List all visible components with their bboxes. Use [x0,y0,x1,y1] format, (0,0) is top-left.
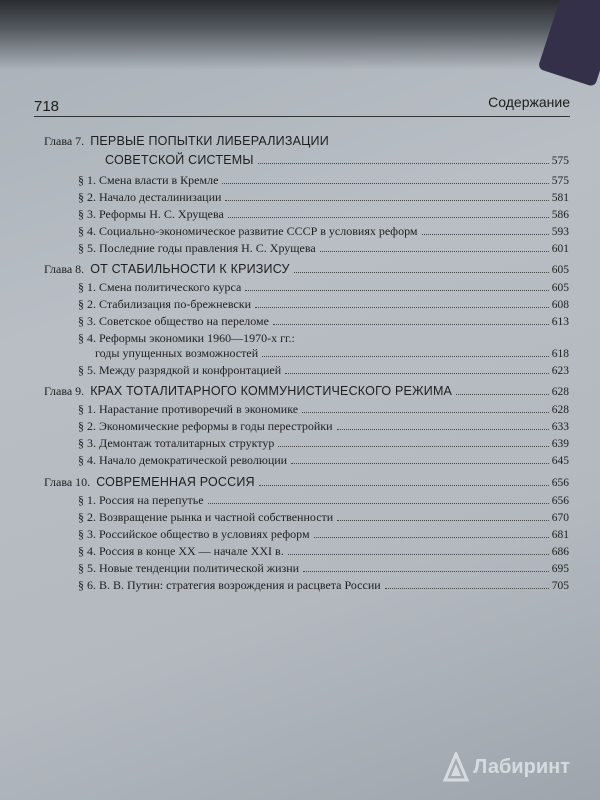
section-title-continued: годы упущенных возможностей [95,346,259,360]
section-page: 601 [551,243,569,255]
chapter-label: Глава 10. [44,475,91,489]
running-head: Содержание [488,94,570,110]
page-number: 718 [34,98,60,115]
section-page: 613 [551,316,569,328]
page-edge-shadow [0,0,600,70]
dot-leader [258,162,549,164]
toc-section [78,363,569,378]
dot-leader [294,271,549,273]
labirint-logo-icon [443,752,469,782]
toc-section [78,173,569,188]
chapter-title: СОВРЕМЕННАЯ РОССИЯ [96,475,255,489]
toc-chapter-8 [44,262,569,277]
dot-leader [320,250,549,252]
section-title: § 2. Стабилизация по-брежневски [78,297,251,311]
dot-leader [259,484,549,486]
section-title: § 4. Россия в конце XX — начале XXI в. [78,544,284,558]
dot-leader [273,323,549,325]
chapter-label: Глава 9. [44,384,85,398]
section-title: § 4. Социально-экономическое развитие СССР в условиях реформ [78,224,418,238]
toc-section [78,297,569,312]
toc-section [78,207,569,222]
dot-leader [314,536,549,538]
section-title: § 4. Реформы экономики 1960—1970-х гг.: [78,331,295,345]
section-title: § 5. Последние годы правления Н. С. Хрущева [78,241,316,255]
section-page: 623 [551,365,569,377]
toc-section [78,402,569,417]
toc-section [78,493,569,508]
dot-leader [337,428,549,430]
toc-chapter-7 [44,134,569,149]
toc-section [78,436,569,451]
chapter-page: 628 [551,386,569,398]
section-title: § 6. В. В. Путин: стратегия возрождения и расцвета России [78,578,381,592]
chapter-label: Глава 7. [44,134,85,148]
dot-leader [422,233,549,235]
dot-leader [225,199,548,201]
watermark-text: Лабиринт [473,755,570,778]
section-page: 670 [551,512,569,524]
section-title: § 1. Нарастание противоречий в экономике [78,402,299,416]
dot-leader [337,519,549,521]
dot-leader [278,445,548,447]
toc-chapter-7-line2 [105,153,569,167]
section-title: § 3. Советское общество на переломе [78,314,269,328]
dot-leader [255,306,549,308]
section-page: 686 [551,546,569,558]
section-page: 645 [551,455,569,467]
section-title: § 1. Смена власти в Кремле [78,173,219,187]
section-page: 608 [551,299,569,311]
chapter-title: ПЕРВЫЕ ПОПЫТКИ ЛИБЕРАЛИЗАЦИИ [90,134,329,148]
section-page: 586 [551,209,569,221]
toc-section [78,190,569,205]
toc-section [78,544,569,559]
dot-leader [303,570,549,572]
section-page: 575 [551,175,569,187]
dot-leader [288,553,549,555]
toc-section [78,561,569,576]
dot-leader [385,587,549,589]
section-title: § 2. Начало десталинизации [78,190,222,204]
dot-leader [222,182,548,184]
toc-section [78,241,569,256]
dot-leader [262,355,549,357]
section-page: 633 [551,421,569,433]
toc-section [95,346,569,361]
dot-leader [291,462,549,464]
toc-chapter-9 [44,384,569,399]
section-title: § 3. Демонтаж тоталитарных структур [78,436,275,450]
section-page: 695 [551,563,569,575]
dot-leader [456,393,549,395]
toc-section [78,453,569,468]
section-page: 581 [551,192,569,204]
section-page: 605 [551,282,569,294]
toc-section [78,314,569,329]
section-page: 593 [551,226,569,238]
dot-leader [245,289,548,291]
section-page: 618 [551,348,569,360]
header-rule [34,116,570,117]
chapter-page: 575 [551,155,569,167]
toc-section [78,578,569,593]
chapter-title: КРАХ ТОТАЛИТАРНОГО КОММУНИСТИЧЕСКОГО РЕЖИМА [90,384,453,398]
dot-leader [285,372,549,374]
section-page: 681 [551,529,569,541]
section-page: 705 [551,580,569,592]
section-title: § 3. Российское общество в условиях реформ [78,527,310,541]
section-page: 639 [551,438,569,450]
toc-chapter-10 [44,475,569,490]
section-title: § 1. Смена политического курса [78,280,242,294]
labirint-watermark [443,752,570,782]
chapter-title: ОТ СТАБИЛЬНОСТИ К КРИЗИСУ [90,262,290,276]
section-page: 628 [551,404,569,416]
section-title: § 2. Экономические реформы в годы перестройки [78,419,333,433]
dot-leader [228,216,549,218]
toc-section [78,224,569,239]
section-title: § 3. Реформы Н. С. Хрущева [78,207,224,221]
dot-leader [208,502,549,504]
section-title: § 5. Новые тенденции политической жизни [78,561,300,575]
section-title: § 4. Начало демократической революции [78,453,288,467]
chapter-title-continued: СОВЕТСКОЙ СИСТЕМЫ [105,153,254,167]
section-title: § 2. Возвращение рынка и частной собственности [78,510,334,524]
section-title: § 5. Между разрядкой и конфронтацией [78,363,282,377]
dot-leader [302,411,549,413]
section-page: 656 [551,495,569,507]
toc-section [78,510,569,525]
chapter-label: Глава 8. [44,262,85,276]
toc-section [78,280,569,295]
chapter-page: 605 [551,264,569,276]
chapter-page: 656 [551,477,569,489]
section-title: § 1. Россия на перепутье [78,493,204,507]
toc-section [78,527,569,542]
toc-section [78,419,569,434]
